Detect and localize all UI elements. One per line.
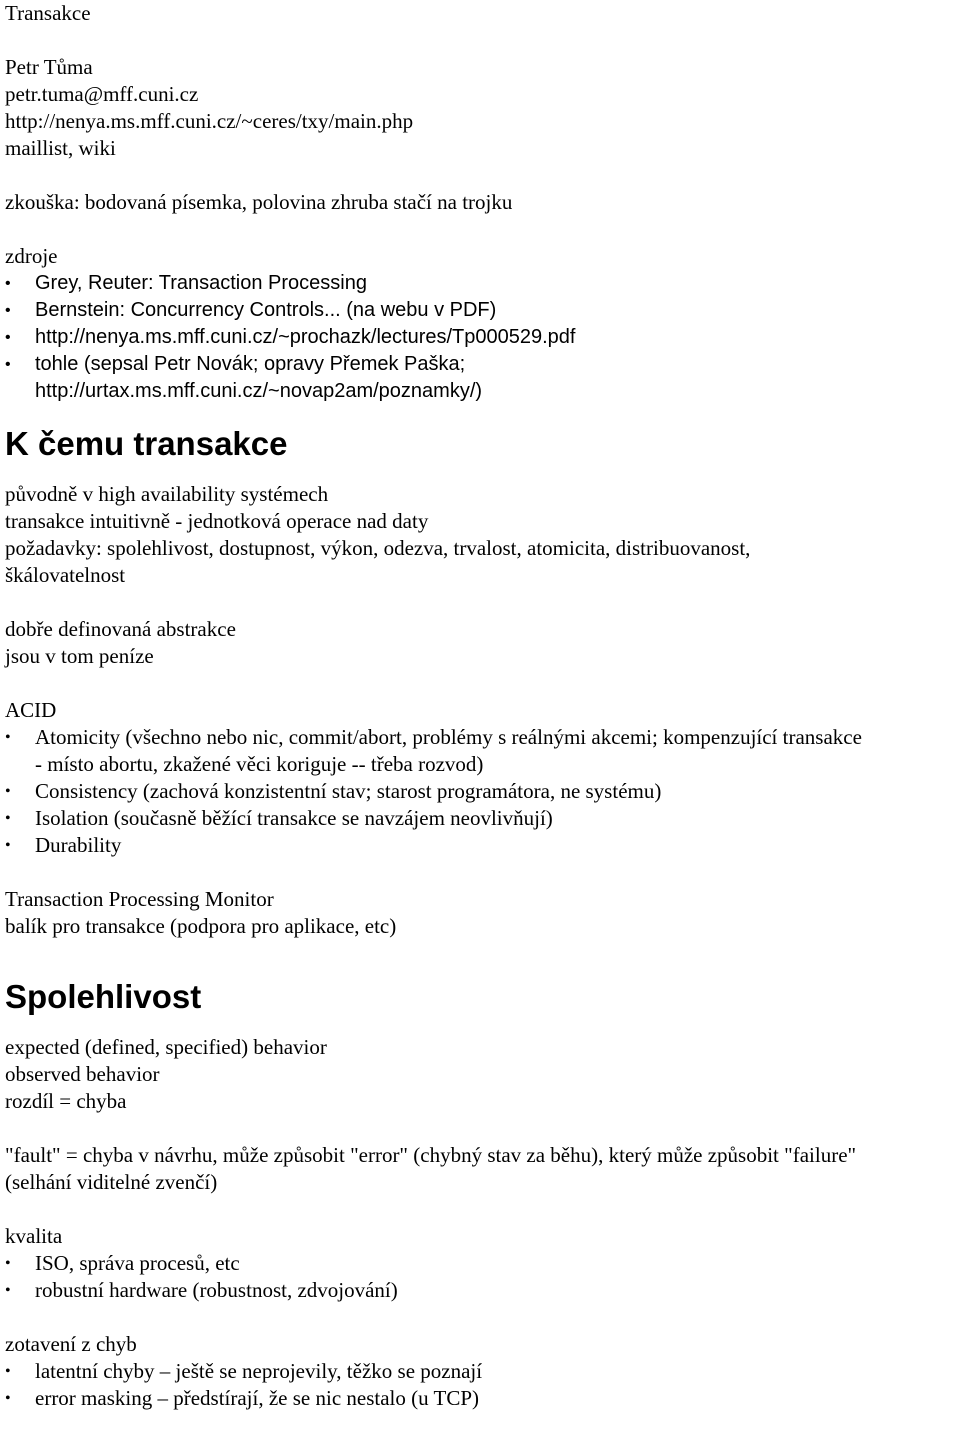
list-item: • latentní chyby – ještě se neprojevily, těžko se poznají [5,1359,483,1383]
list-item-continuation: http://urtax.ms.mff.cuni.cz/~novap2am/poznamky/) [35,380,483,402]
spacer [5,859,960,886]
text-line: rozdíl = chyba [5,1089,127,1113]
list-item: • tohle (sepsal Petr Novák; opravy Přemek Paška; http://urtax.ms.mff.cuni.cz/~novap2am/poznamky/) [5,351,960,405]
bullet-icon: • [5,302,11,319]
bullet-icon: • [5,1255,11,1272]
text-line: škálovatelnost [5,563,126,587]
bullet-icon: • [5,1390,11,1407]
text-line: transakce intuitivně - jednotková operace nad daty [5,509,429,533]
spacer [5,162,960,189]
spacer [5,216,960,243]
bullet-icon: • [5,783,11,800]
bullet-icon: • [5,729,11,746]
text-line: požadavky: spolehlivost, dostupnost, výkon, odezva, trvalost, atomicita, distribuovanost, [5,536,751,560]
text-line: původně v high availability systémech [5,482,329,506]
list-item: • robustní hardware (robustnost, zdvojování) [5,1278,398,1302]
text-line: Transaction Processing Monitor [5,887,274,911]
bullet-icon: • [5,1282,11,1299]
quality-label: kvalita [5,1224,63,1248]
acid-list [5,724,960,859]
spacer [5,670,960,697]
course-extra: maillist, wiki [5,136,116,160]
document-title: Transakce [5,1,91,25]
text-line: "fault" = chyba v návrhu, může způsobit "error" (chybný stav za běhu), který může způsobit "failure" [5,1143,857,1167]
list-item: • Grey, Reuter: Transaction Processing [5,270,960,297]
spacer [5,27,960,54]
section-heading: K čemu transakce [5,425,288,462]
list-item: • Bernstein: Concurrency Controls... (na webu v PDF) [5,297,960,324]
text-line: jsou v tom peníze [5,644,154,668]
bullet-icon: • [5,837,11,854]
list-item: • Isolation (současně běžící transakce se navzájem neovlivňují) [5,806,553,830]
text-line: (selhání viditelné zvenčí) [5,1170,218,1194]
list-item: • ISO, správa procesů, etc [5,1251,240,1275]
spacer [5,1115,960,1142]
recovery-list [5,1358,960,1412]
bullet-icon: • [5,1363,11,1380]
author-name: Petr Tůma [5,55,93,79]
bullet-icon: • [5,810,11,827]
list-item: • Consistency (zachová konzistentní stav; starost programátora, ne systému) [5,779,662,803]
bullet-icon: • [5,275,11,292]
section-heading: Spolehlivost [5,978,202,1015]
text-line: dobře definovaná abstrakce [5,617,236,641]
text-line: balík pro transakce (podpora pro aplikace, etc) [5,914,397,938]
list-item: • http://nenya.ms.mff.cuni.cz/~prochazk/lectures/Tp000529.pdf [5,324,960,351]
course-url: http://nenya.ms.mff.cuni.cz/~ceres/txy/main.php [5,109,414,133]
acid-label: ACID [5,698,57,722]
recovery-label: zotavení z chyb [5,1332,137,1356]
bullet-icon: • [5,329,11,346]
spacer [5,1304,960,1331]
list-item: • Durability [5,833,122,857]
text-line: observed behavior [5,1062,160,1086]
sources-list [5,270,960,405]
exam-info: zkouška: bodovaná písemka, polovina zhruba stačí na trojku [5,190,513,214]
spacer [5,1196,960,1223]
sources-label: zdroje [5,244,58,268]
list-item: • Atomicity (všechno nebo nic, commit/abort, problémy s reálnými akcemi; kompenzující transakce - místo abortu, zkažené věci koriguje -- třeba rozvod) [5,724,960,778]
bullet-icon: • [5,356,11,373]
list-item: • error masking – předstírají, že se nic nestalo (u TCP) [5,1386,479,1410]
spacer [5,589,960,616]
author-email: petr.tuma@mff.cuni.cz [5,82,199,106]
text-line: expected (defined, specified) behavior [5,1035,327,1059]
list-item-continuation: - místo abortu, zkažené věci koriguje -- třeba rozvod) [35,752,484,776]
quality-list [5,1250,960,1304]
